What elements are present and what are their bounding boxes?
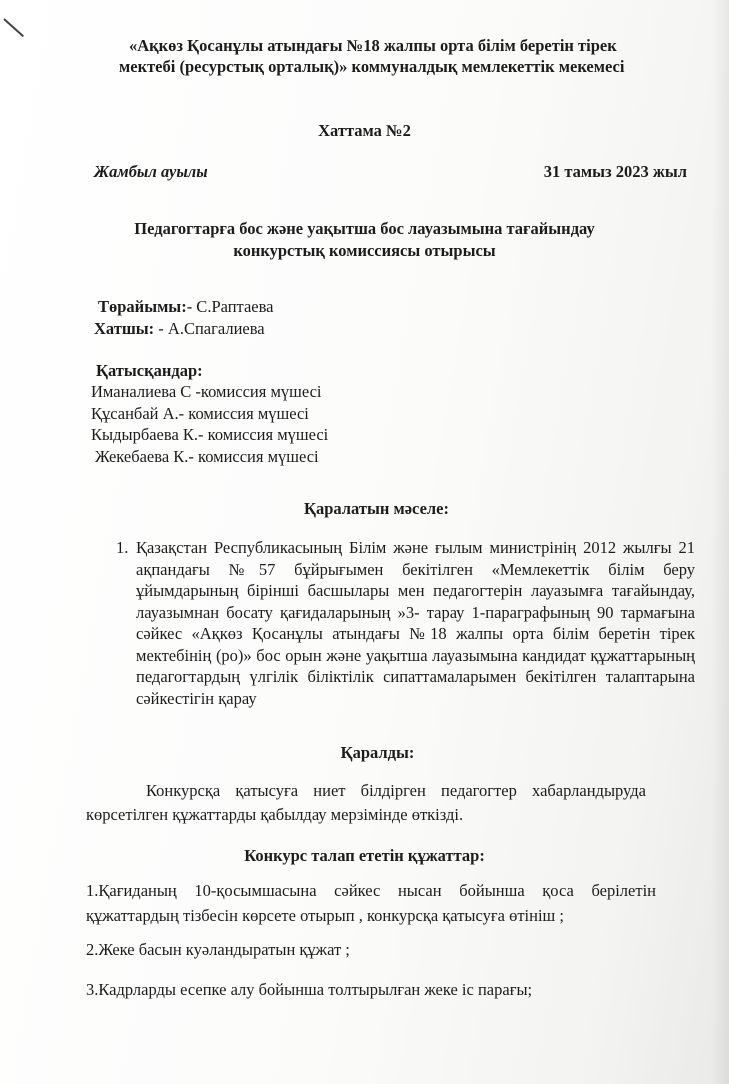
meeting-title-line-2: конкурстық комиссиясы отырысы bbox=[233, 241, 496, 260]
participant-member: Кыдырбаева К.- комиссия мүшесі bbox=[91, 425, 329, 444]
corner-pen-mark bbox=[3, 18, 24, 37]
protocol-place: Жамбыл ауылы bbox=[94, 162, 208, 181]
secretary-label: Хатшы: bbox=[94, 319, 155, 338]
agenda-item-text: Қазақстан Республикасының Білім және ғылым министрінің 2012 жылғы 21 ақпандағы №57 бұйрығымен бекітілген «Мемлекеттік білім беру ұйымдарының бірінші басшылары мен педагогтерін лауазымға тағайындау, лауазымнан босату қағидаларының »3- тарау 1-параграфының 90 тармағына сәйкес «Ақкөз Қосанұлы атындағы №18 жалпы орта білім беретін тірек мектебінің (ро)» бос орын және уақытша лауазымына кандидат құжаттарының педагогтардың үлгілік біліктілік сипаттамаларымен бекітілген талаптарына сәйкестігін қарау bbox=[136, 538, 695, 708]
protocol-date: 31 тамыз 2023 жыл bbox=[543, 162, 687, 181]
document-item-1: 1.Қағиданың 10-қосымшасына сәйкес нысан бойынша қоса берілетін құжаттардың тізбесін көрсете отырып , конкурсқа қатысуға өтініш ; bbox=[86, 881, 656, 925]
participants-label: Қатысқандар: bbox=[96, 361, 203, 380]
meeting-title-line-1: Педагогтарға бос және уақытша бос лауазымына тағайындау bbox=[134, 219, 595, 238]
participant-member: Құсанбай А.- комиссия мүшесі bbox=[91, 404, 309, 423]
agenda-item-number: 1. bbox=[116, 538, 129, 557]
chair-name: - С.Раптаева bbox=[186, 297, 274, 316]
school-name-line-1: «Ақкөз Қосанұлы атындағы №18 жалпы орта білім беретін тірек bbox=[129, 36, 617, 55]
participant-member: Иманалиева С -комиссия мүшесі bbox=[91, 382, 322, 401]
documents-title: Конкурс талап ететін құжаттар: bbox=[244, 846, 485, 865]
considered-paragraph: Конкурсқа қатысуға ниет білдірген педагогтер хабарландыруда көрсетілген құжаттарды қабылдау мерзімінде өткізді. bbox=[86, 781, 646, 824]
chair-label: Төрайымы: bbox=[98, 297, 187, 316]
school-name-line-2: мектебі (ресурстық орталық)» коммуналдық мемлекеттік мекемесі bbox=[119, 57, 625, 76]
secretary-line bbox=[94, 318, 265, 340]
document-item-3: 3.Кадрларды есепке алу бойынша толтырылған жеке іс парағы; bbox=[86, 980, 533, 999]
secretary-name: - А.Спагалиева bbox=[154, 319, 265, 338]
considered-title: Қаралды: bbox=[340, 743, 415, 762]
protocol-title: Хаттама №2 bbox=[318, 121, 411, 140]
document-item-2: 2.Жеке басын куәландыратын құжат ; bbox=[86, 940, 350, 959]
participant-member: Жекебаева К.- комиссия мүшесі bbox=[95, 447, 319, 466]
chair-line bbox=[98, 296, 274, 318]
agenda-title: Қаралатын мәселе: bbox=[304, 499, 449, 518]
